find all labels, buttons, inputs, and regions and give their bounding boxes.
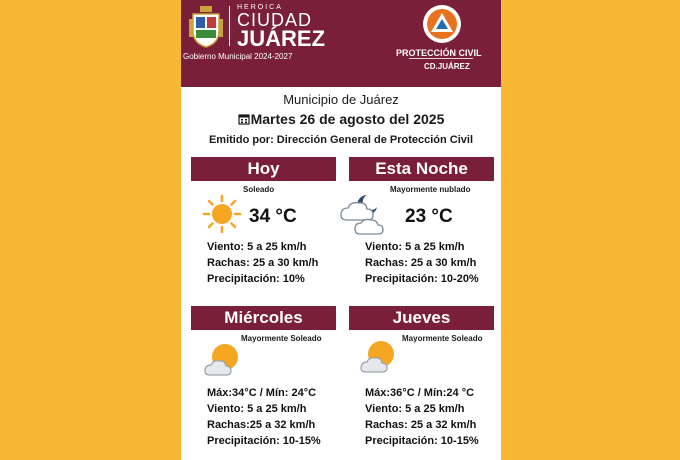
- sun-icon: [202, 194, 242, 234]
- forecast-miercoles-gusts: Rachas:25 a 32 km/h: [207, 419, 316, 431]
- forecast-noche-temp: 23 °C: [405, 206, 453, 227]
- forecast-noche-precip: Precipitación: 10-20%: [365, 273, 479, 285]
- forecast-miercoles-title: Miércoles: [191, 306, 336, 330]
- proteccion-civil-logo: [421, 3, 463, 45]
- moon-cloud-icon: [337, 193, 393, 239]
- calendar-icon: [238, 113, 250, 125]
- forecast-miercoles: [191, 306, 336, 446]
- forecast-hoy-precip: Precipitación: 10%: [207, 273, 305, 285]
- partly-sunny-icon: [201, 341, 243, 379]
- partly-sunny-icon: [357, 338, 399, 376]
- date-text: Martes 26 de agosto del 2025: [250, 111, 445, 127]
- date-line: [181, 111, 501, 127]
- proteccion-civil-title: PROTECCIÓN CIVIL: [396, 48, 482, 58]
- forecast-miercoles-condition: Mayormente Soleado: [241, 334, 322, 343]
- juarez-coat-of-arms-logo: [187, 5, 225, 49]
- forecast-hoy: [191, 157, 336, 297]
- forecast-noche-wind: Viento: 5 a 25 km/h: [365, 241, 465, 253]
- pc-city-label: CD.JUÁREZ: [424, 62, 470, 71]
- forecast-hoy-temp: 34 °C: [249, 206, 297, 227]
- forecast-jueves-gusts: Rachas: 25 a 32 km/h: [365, 419, 477, 431]
- emitido-por: Emitido por: Dirección General de Protección Civil: [208, 134, 474, 146]
- forecast-miercoles-wind: Viento: 5 a 25 km/h: [207, 403, 307, 415]
- forecast-miercoles-minmax: Máx:34°C / Mín: 24°C: [207, 387, 317, 399]
- forecast-hoy-title: Hoy: [191, 157, 336, 181]
- header-banner: [181, 0, 501, 87]
- forecast-noche-condition: Mayormente nublado: [390, 185, 471, 194]
- forecast-jueves-wind: Viento: 5 a 25 km/h: [365, 403, 465, 415]
- gobierno-municipal-label: Gobierno Municipal 2024-2027: [183, 52, 293, 61]
- municipio-title: Municipio de Juárez: [283, 92, 399, 107]
- heroica-label: HEROICA: [237, 4, 283, 11]
- juarez-label: JUÁREZ: [237, 26, 326, 51]
- forecast-hoy-gusts: Rachas: 25 a 30 km/h: [207, 257, 319, 269]
- forecast-jueves-condition: Mayormente Soleado: [402, 334, 483, 343]
- forecast-miercoles-precip: Precipitación: 10-15%: [207, 435, 321, 447]
- forecast-jueves-minmax: Máx:36°C / Mín:24 °C: [365, 387, 475, 399]
- forecast-noche-title: Esta Noche: [349, 157, 494, 181]
- forecast-hoy-wind: Viento: 5 a 25 km/h: [207, 241, 307, 253]
- forecast-hoy-condition: Soleado: [243, 185, 275, 194]
- forecast-jueves: [349, 306, 494, 446]
- forecast-esta-noche: [349, 157, 494, 297]
- ciudad-label: CIUDAD: [237, 10, 313, 30]
- header-divider: [229, 6, 230, 46]
- pc-divider: [409, 58, 473, 59]
- forecast-jueves-title: Jueves: [349, 306, 494, 330]
- bulletin-card: [181, 0, 501, 460]
- forecast-noche-gusts: Rachas: 25 a 30 km/h: [365, 257, 477, 269]
- forecast-jueves-precip: Precipitación: 10-15%: [365, 435, 479, 447]
